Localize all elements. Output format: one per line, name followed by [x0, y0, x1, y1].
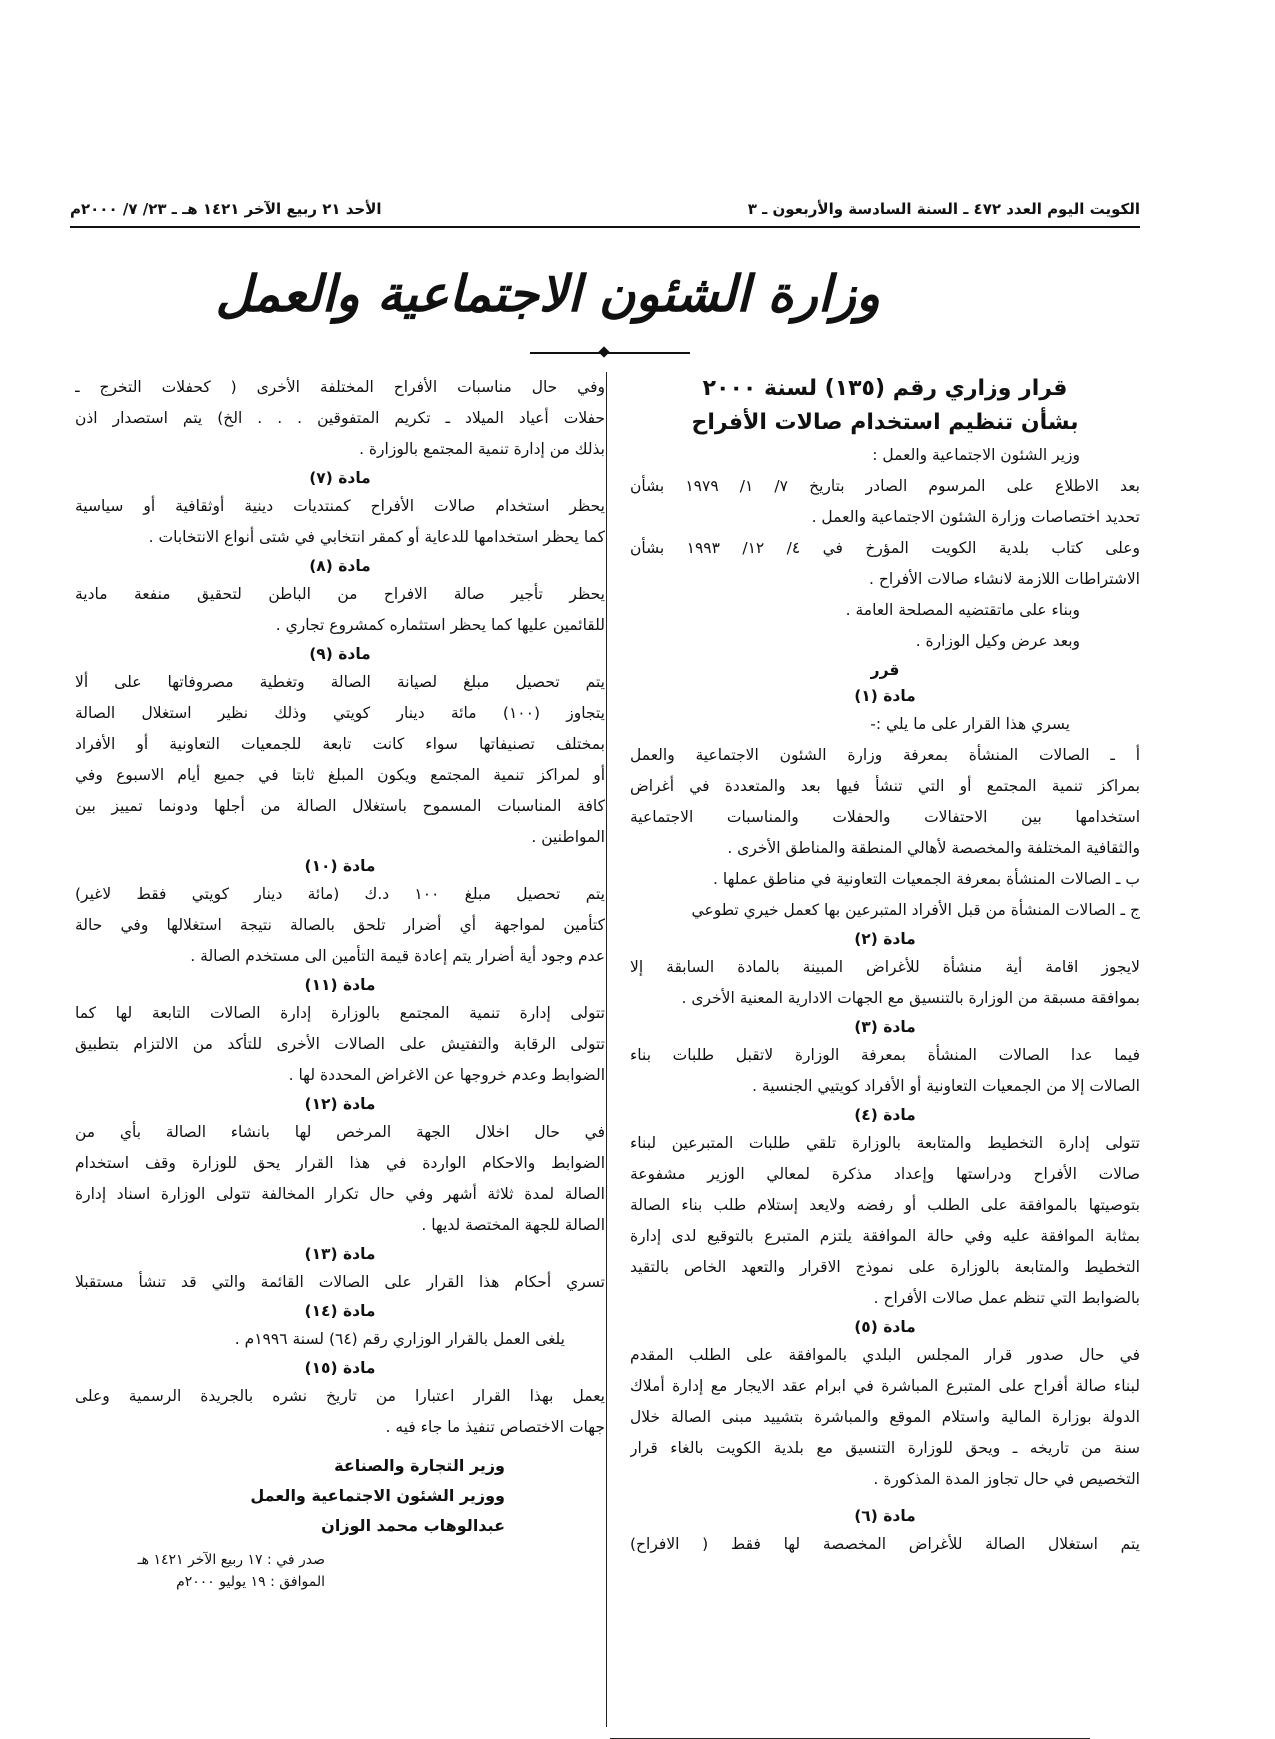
signatory-title: ووزير الشئون الاجتماعية والعمل: [250, 1486, 505, 1505]
article-line: التخصيص في حال تجاوز المدة المذكورة .: [873, 1470, 1140, 1488]
article-line: عدم وجود أية أضرار يتم إعادة قيمة التأمين الى مستخدم الصالة .: [190, 947, 605, 965]
article-line: بالضوابط التي تنظم عمل صالات الأفراح .: [873, 1289, 1140, 1307]
preamble-line: وبناء على ماتقتضيه المصلحة العامة .: [845, 601, 1080, 619]
article-line: يعمل بهذا القرار اعتبارا من تاريخ نشره بالجريدة الرسمية وعلى: [75, 1387, 605, 1405]
article-line: في حال صدور قرار المجلس البلدي بالموافقة على الطلب المقدم: [630, 1346, 1140, 1364]
signatory-name: عبدالوهاب محمد الوزان: [321, 1516, 505, 1535]
article-line: استخدامها بين الاحتفالات والحفلات والمناسبات الاجتماعية: [630, 808, 1140, 826]
preamble-line: الاشتراطات اللازمة لانشاء صالات الأفراح .: [869, 570, 1140, 588]
preamble-line: وبعد عرض وكيل الوزارة .: [915, 632, 1080, 650]
article-line: لبناء صالة أفراح على المتبرع المباشرة في ابرام عقد الايجار مع إدارة أملاك: [630, 1377, 1140, 1395]
article-heading: مادة (٩): [309, 645, 371, 663]
article-line: يحظر استخدام صالات الأفراح كمنتديات دينية أوثقافية أو سياسية: [75, 497, 605, 515]
article-line: لايجوز اقامة أية منشأة للأغراض المبينة بالمادة السابقة إلا: [630, 958, 1140, 976]
article-heading: مادة (٧): [309, 469, 371, 487]
article-line: يحظر تأجير صالة الافراح من الباطن لتحقيق منفعة مادية: [75, 585, 605, 603]
issued-date-gregorian: الموافق : ١٩ يوليو ٢٠٠٠م: [176, 1574, 325, 1590]
article-line: أو لمراكز تنمية المجتمع ويكون المبلغ ثابتا في جميع أيام الاسبوع وفي: [75, 766, 605, 784]
article-line: صالات الأفراح ودراستها وإعداد مذكرة لمعالي الوزير مشفوعة: [630, 1165, 1140, 1183]
article-line: يتم تحصيل مبلغ ١٠٠ د.ك (مائة دينار كويتي فقط لاغير): [75, 885, 605, 903]
article-line: يلغى العمل بالقرار الوزاري رقم (٦٤) لسنة ١٩٩٦م .: [234, 1330, 565, 1348]
decided-heading: قرر: [870, 661, 900, 679]
article-line: تتولى إدارة تنمية المجتمع بالوزارة إدارة الصالات التابعة لها كما: [75, 1004, 605, 1022]
article-line: ج ـ الصالات المنشأة من قبل الأفراد المتبرعين بها كعمل خيري تطوعي: [691, 901, 1140, 919]
right-column: [630, 372, 1140, 1560]
article-line: كافة المناسبات المسموح باستغلال الصالة من أجلها ودونما تمييز بين: [75, 797, 605, 815]
article-heading: مادة (١٠): [304, 857, 376, 875]
article-heading: مادة (٣): [854, 1018, 916, 1036]
decree-title: قرار وزاري رقم (١٣٥) لسنة ٢٠٠٠: [702, 376, 1068, 401]
article-heading: مادة (٤): [854, 1106, 916, 1124]
article-heading: مادة (١٣): [304, 1245, 376, 1263]
decree-subtitle: بشأن تنظيم استخدام صالات الأفراح: [691, 410, 1079, 435]
article-line: الدولة بوزارة المالية واستلام الموقع والمباشرة بتشييد مبنى الصالة خلال: [630, 1408, 1140, 1426]
preamble-line: وعلى كتاب بلدية الكويت المؤرخ في ٤/ ١٢/ ١٩٩٣ بشأن: [630, 539, 1140, 557]
article-line: بمراكز تنمية المجتمع أو التي تنشأ فيها بعد والمتعددة في أغراض: [630, 777, 1140, 795]
preamble-line: تحديد اختصاصات وزارة الشئون الاجتماعية والعمل .: [811, 508, 1140, 526]
article-line: الصالات إلا من الجمعيات التعاونية أو الأفراد كويتيي الجنسية .: [752, 1077, 1140, 1095]
article-heading: مادة (١١): [304, 976, 376, 994]
article-line: أ ـ الصالات المنشأة بمعرفة وزارة الشئون الاجتماعية والعمل: [630, 746, 1140, 764]
running-header: [70, 200, 1140, 228]
article-line: بمختلف تصنيفاتها سواء كانت تابعة للجمعيات التعاونية أو الأفراد: [75, 735, 605, 753]
article-heading: مادة (١٤): [304, 1302, 376, 1320]
article-line: الصالة لمدة ثلاثة أشهر وفي حال تكرار المخالفة تتولى الوزارة اسناد إدارة: [75, 1185, 605, 1203]
article-line: تتولى إدارة التخطيط والمتابعة بالوزارة تلقي طلبات المتبرعين لبناء: [630, 1134, 1140, 1152]
article-line: الصالة للجهة المختصة لديها .: [421, 1216, 605, 1234]
article-heading: مادة (٨): [309, 557, 371, 575]
article-line: حفلات أعياد الميلاد ـ تكريم المتفوقين . . . الخ) يتم استصدار اذن: [75, 409, 605, 427]
article-heading: مادة (٦): [854, 1507, 916, 1525]
signatory-title: وزير التجارة والصناعة: [334, 1456, 505, 1475]
article-line: للقائمين عليها كما يحظر استثماره كمشروع تجاري .: [275, 616, 605, 634]
article-heading: مادة (١٥): [304, 1359, 376, 1377]
article-heading: مادة (٢): [854, 930, 916, 948]
article-line: يتم تحصيل مبلغ لصيانة الصالة وتغطية مصروفاتها على ألا: [75, 673, 605, 691]
issued-date-hijri: صدر في : ١٧ ربيع الآخر ١٤٢١ هـ: [137, 1552, 325, 1568]
article-line: المواطنين .: [531, 828, 605, 846]
article-line: بتوصيتها بالموافقة على الطلب أو رفضه ولايعد إستلام طلب بناء الصالة: [630, 1196, 1140, 1214]
article-line: جهات الاختصاص تنفيذ ما جاء فيه .: [385, 1418, 605, 1436]
article-line: بمثابة الموافقة عليه وفي حالة الموافقة يلتزم المتبرع بالتوقيع لدى إدارة: [630, 1227, 1140, 1245]
article-line: الضوابط والاحكام الواردة في هذا القرار يحق للوزارة وقف استخدام: [75, 1154, 605, 1172]
article-heading: مادة (٥): [854, 1318, 916, 1336]
article-line: يسري هذا القرار على ما يلي :-: [870, 715, 1070, 733]
article-line: بموافقة مسبقة من الوزارة بالتنسيق مع الجهات الادارية المعنية الأخرى .: [681, 989, 1140, 1007]
article-line: فيما عدا الصالات المنشأة بمعرفة الوزارة لاتقبل طلبات بناء: [630, 1046, 1140, 1064]
left-column: [75, 372, 605, 1593]
article-line: سنة من تاريخه ـ ويحق للوزارة التنسيق مع بلدية الكويت بالغاء قرار: [630, 1439, 1140, 1457]
banner-divider: [530, 352, 690, 354]
column-divider: [606, 372, 607, 1727]
article-line: في حال اخلال الجهة المرخص لها بانشاء الصالة بأي من: [75, 1123, 605, 1141]
article-line: تسري أحكام هذا القرار على الصالات القائمة والتي قد تنشأ مستقبلا: [75, 1273, 605, 1291]
issue-info: الكويت اليوم العدد ٤٧٢ ـ السنة السادسة والأربعون ـ ٣: [747, 200, 1140, 218]
article-heading: مادة (١٢): [304, 1095, 376, 1113]
article-line: يتم استغلال الصالة للأغراض المخصصة لها فقط ( الافراح): [630, 1535, 1140, 1553]
article-line: يتجاوز (١٠٠) مائة دينار كويتي وذلك نظير استغلال الصالة: [75, 704, 605, 722]
article-heading: مادة (١): [854, 687, 916, 705]
article-line: ب ـ الصالات المنشأة بمعرفة الجمعيات التعاونية في مناطق عملها .: [713, 870, 1140, 888]
article-line: والثقافية المختلفة والمخصصة لأهالي المنطقة والمناطق الأخرى .: [727, 839, 1140, 857]
article-line: وفي حال مناسبات الأفراح المختلفة الأخرى ( كحفلات التخرج ـ: [75, 378, 605, 396]
article-line: بذلك من إدارة تنمية المجتمع بالوزارة .: [359, 440, 605, 458]
article-line: كما يحظر استخدامها للدعاية أو كمقر انتخابي في شتى أنواع الانتخابات .: [148, 528, 605, 546]
ministry-banner: وزارة الشئون الاجتماعية والعمل: [215, 264, 880, 323]
issue-date: الأحد ٢١ ربيع الآخر ١٤٢١ هـ ـ ٢٣/ ٧/ ٢٠٠٠م: [70, 200, 382, 218]
article-line: تتولى الرقابة والتفتيش على الصالات الأخرى للتأكد من الالتزام بتطبيق: [75, 1035, 605, 1053]
preamble-line: بعد الاطلاع على المرسوم الصادر بتاريخ ٧/ ١/ ١٩٧٩ بشأن: [630, 477, 1140, 495]
article-line: التخطيط والمتابعة بالوزارة على نموذج الاقرار والتعهد الخاص بالتقيد: [630, 1258, 1140, 1276]
article-line: الضوابط وعدم خروجها عن الاغراض المحددة لها .: [288, 1066, 605, 1084]
article-line: كتأمين لمواجهة أي أضرار تلحق بالصالة نتيجة استغلالها وفي حالة: [75, 916, 605, 934]
preamble-minister: وزير الشئون الاجتماعية والعمل :: [872, 446, 1080, 464]
